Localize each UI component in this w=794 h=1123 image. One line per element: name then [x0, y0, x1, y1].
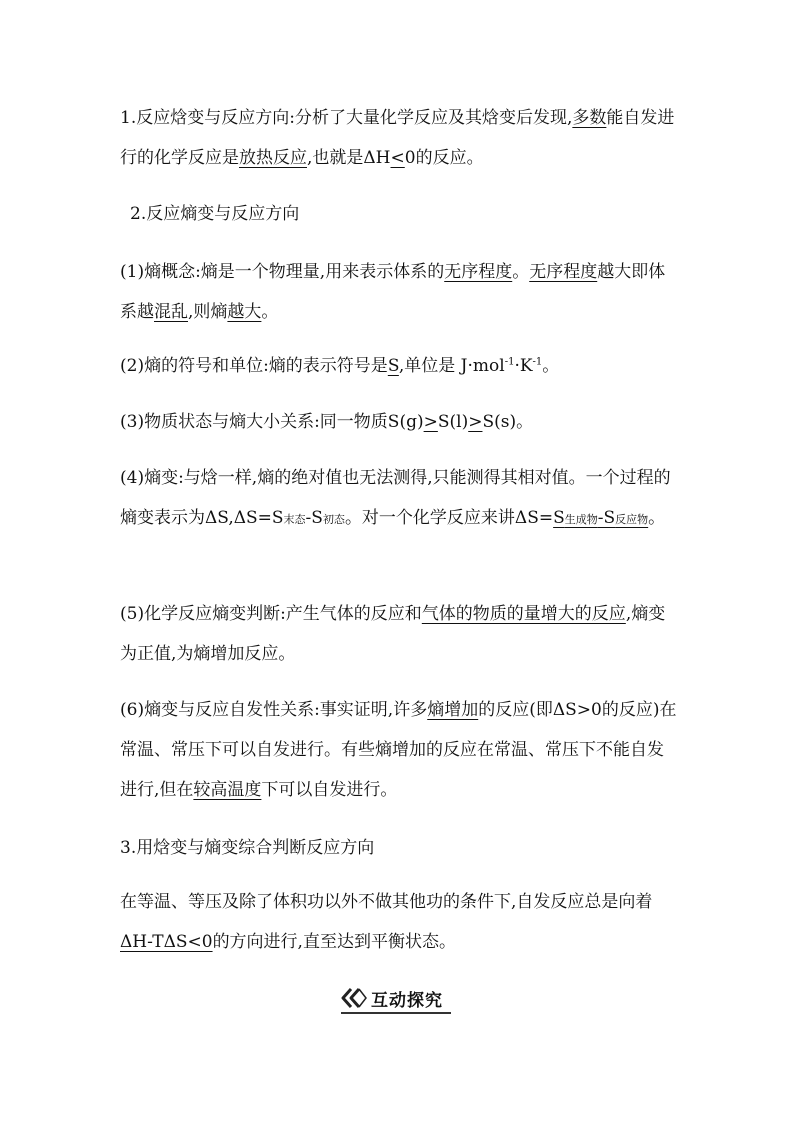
text-run: 。: [512, 262, 530, 282]
blank-answer: 较高温度: [193, 780, 262, 800]
text-run: (6)熵变与反应自发性关系:事实证明,许多: [120, 700, 428, 720]
text-run: 。: [648, 508, 666, 528]
text-run: 下可以自发进行。: [261, 780, 398, 800]
text-run: (1)熵概念:熵是一个物理量,用来表示体系的: [120, 262, 445, 282]
text-run: (4)熵变:与焓一样,熵的绝对值也无法测得,只能测得其相对值。一个过程的熵变表示为ΔS,ΔS=S: [120, 468, 671, 528]
blank-answer: 熵增加: [427, 700, 479, 720]
blank-answer-subscript: 反应物: [615, 513, 649, 526]
text-run: 。: [261, 302, 279, 322]
blank-answer-subscript: 生成物: [564, 513, 598, 526]
text-run: ,单位是 J·mol: [398, 356, 505, 376]
text-run: -S: [305, 508, 323, 528]
superscript: -1: [532, 356, 543, 368]
superscript: -1: [504, 356, 515, 368]
text-run: 能自发进行的化学反应是: [120, 108, 675, 168]
paragraph-entropy-change: [120, 458, 680, 540]
blank-answer: 放热反应: [239, 148, 307, 168]
text-run: 。对一个化学反应来讲ΔS=: [344, 508, 554, 528]
paragraph-combined-judgement: [120, 882, 680, 962]
text-run: S(l): [437, 412, 469, 432]
section-badge: [341, 984, 451, 1014]
blank-answer: 气体的物质的量增大的反应: [421, 604, 626, 624]
heading-combined-judgement: 3.用焓变与熵变综合判断反应方向: [120, 838, 375, 858]
blank-answer: <: [390, 148, 405, 168]
section-badge-label: 互动探究: [371, 990, 443, 1011]
blank-answer: S: [387, 356, 399, 376]
blank-answer: 无序程度: [529, 262, 598, 282]
subscript: 末态: [283, 513, 306, 526]
blank-answer: >: [468, 412, 483, 432]
blank-answer: 无序程度: [444, 262, 513, 282]
text-run: ·K: [514, 356, 533, 376]
blank-answer: 多数: [572, 108, 607, 128]
paragraph-entropy-judgement: [120, 594, 680, 674]
text-run: ,也就是ΔH: [307, 148, 391, 168]
text-run: S(s)。: [482, 412, 534, 432]
blank-answer: 越大: [227, 302, 262, 322]
paragraph-state-entropy: [120, 402, 680, 442]
text-run: (3)物质状态与熵大小关系:同一物质S(g): [120, 412, 424, 432]
text-run: 。: [542, 356, 560, 376]
heading-entropy-direction: 2.反应熵变与反应方向: [130, 204, 300, 224]
text-run: (2)熵的符号和单位:熵的表示符号是: [120, 356, 388, 376]
subscript: 初态: [322, 513, 345, 526]
blank-answer: S: [553, 508, 565, 528]
blank-answer: -S: [597, 508, 616, 528]
text-run: 在等温、等压及除了体积功以外不做其他功的条件下,自发反应总是向着: [120, 892, 653, 912]
text-run: 的方向进行,直至达到平衡状态。: [212, 932, 456, 952]
text-run: 0的反应。: [404, 148, 484, 168]
text-run: 的反应(即ΔS>0的反应)在常温、常压下可以自发进行。有些熵增加的反应在常温、常压下不能自发进行,但在: [120, 700, 677, 800]
text-run: ,熵变为正值,为熵增加反应。: [120, 604, 666, 664]
paragraph-entropy-concept: [120, 252, 680, 332]
text-run: ,则熵: [188, 302, 228, 322]
text-run: (5)化学反应熵变判断:产生气体的反应和: [120, 604, 422, 624]
blank-answer: ΔH-TΔS<0: [120, 932, 213, 952]
blank-answer: 混乱: [154, 302, 188, 322]
text-run: 1.反应焓变与反应方向:分析了大量化学反应及其焓变后发现,: [120, 108, 573, 128]
blank-answer: >: [423, 412, 438, 432]
double-chevron-icon: [341, 987, 367, 1009]
paragraph-entropy-spontaneity: [120, 690, 680, 810]
text-run: 越大即体系越: [120, 262, 666, 322]
paragraph-enthalpy-direction: [120, 98, 680, 178]
paragraph-entropy-symbol: [120, 346, 680, 386]
